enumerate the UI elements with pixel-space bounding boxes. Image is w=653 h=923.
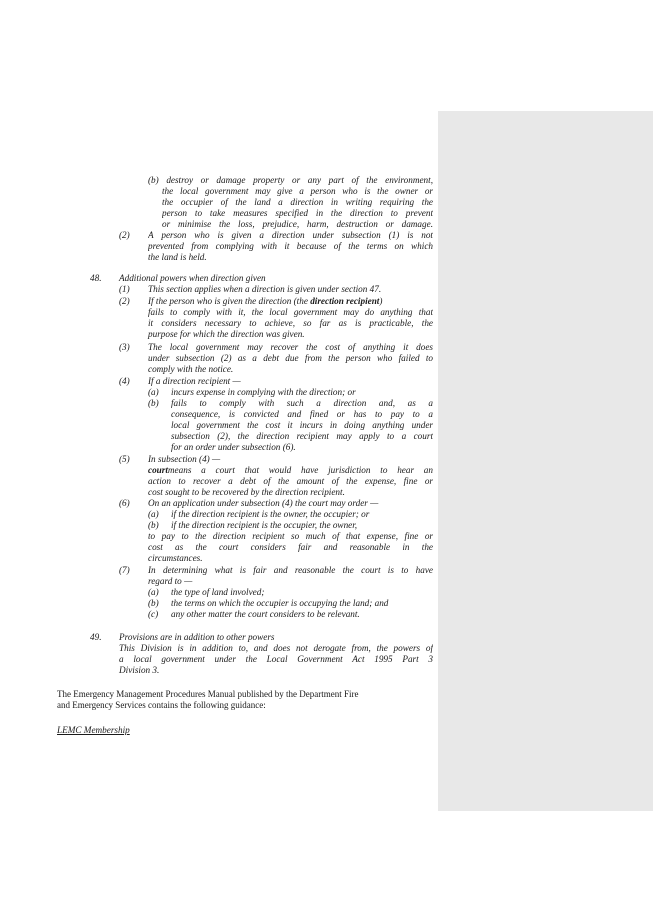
- s48-sub7-line-1: In determining what is fair and reasonable the court is to have: [148, 565, 433, 575]
- s48-sub6-line-3: circumstances.: [148, 553, 203, 563]
- s48-sub7-a-number: (a): [148, 587, 159, 597]
- s48-sub6-a-text: if the direction recipient is the owner, the occupier; or: [171, 509, 370, 519]
- s48-sub4-number: (4): [119, 376, 130, 386]
- s48-sub4-b-line-2: consequence, is convicted and fined or has to pay to a: [171, 409, 433, 419]
- s48-sub7-c-text: any other matter the court considers to be relevant.: [171, 609, 360, 619]
- s48-sub7-line-2: regard to —: [148, 576, 193, 586]
- s48-sub7-b-number: (b): [148, 598, 159, 608]
- s49-line-3: Division 3.: [119, 665, 160, 675]
- s48-sub4-b-line-1: fails to comply with such a direction and, as a: [171, 398, 433, 408]
- s48-number: 48.: [90, 273, 102, 283]
- s48-sub7-number: (7): [119, 565, 130, 575]
- s48-sub5-line-2: action to recover a debt of the amount of the expense, fine or: [148, 476, 433, 486]
- s48-heading: Additional powers when direction given: [119, 273, 266, 283]
- s48-sub7-c-number: (c): [148, 609, 159, 619]
- s47-b-line-2: the local government may give a person who is the owner or: [162, 186, 433, 196]
- s48-sub3-line-1: The local government may recover the cost of anything it does: [148, 342, 433, 352]
- s47-b-line-4: person to take measures specified in the direction to prevent: [162, 208, 433, 218]
- s48-sub5-definition: means a court that would have jurisdiction to hear an: [167, 465, 433, 475]
- s48-sub2-number: (2): [119, 296, 130, 306]
- s48-sub5-line-3: cost sought to be recovered by the direction recipient.: [148, 487, 345, 497]
- s48-sub2-text-after: ): [379, 296, 383, 306]
- s48-sub2-line-4: purpose for which the direction was given.: [148, 329, 305, 339]
- s48-sub5-line-1: [148, 465, 433, 476]
- s48-sub1-number: (1): [119, 284, 130, 294]
- s49-line-2: a local government under the Local Government Act 1995 Part 3: [119, 654, 433, 664]
- s49-line-1: This Division is in addition to, and does not derogate from, the powers of: [119, 643, 433, 653]
- body-paragraph-line-1: The Emergency Management Procedures Manual published by the Department Fire: [57, 689, 359, 699]
- s48-sub6-a-number: (a): [148, 509, 159, 519]
- s48-sub6-line-1: to pay to the direction recipient so much of that expense, fine or: [148, 531, 433, 541]
- s48-sub6-b-number: (b): [148, 520, 159, 530]
- s47-b-line-1: (b) destroy or damage property or any part of the environment,: [148, 175, 433, 185]
- s48-sub6-intro: On an application under subsection (4) the court may order —: [148, 498, 379, 508]
- s47-sub2-line-1: A person who is given a direction under subsection (1) is not: [148, 230, 433, 240]
- s48-sub6-b-text: if the direction recipient is the occupier, the owner,: [171, 520, 358, 530]
- s47-sub2-line-3: the land is held.: [148, 252, 207, 262]
- s48-sub2-text-before: If the person who is given the direction (the: [148, 296, 311, 306]
- s48-sub3-line-2: under subsection (2) as a debt due from the person who failed to: [148, 353, 433, 363]
- s48-sub5-number: (5): [119, 454, 130, 464]
- s48-sub1-text: This section applies when a direction is given under section 47.: [148, 284, 382, 294]
- s48-sub7-b-text: the terms on which the occupier is occupying the land; and: [171, 598, 389, 608]
- s49-number: 49.: [90, 632, 102, 642]
- s48-sub3-number: (3): [119, 342, 130, 352]
- s48-sub2-line-3: it considers necessary to achieve, so far as is practicable, the: [148, 318, 433, 328]
- lemc-membership-heading: LEMC Membership: [57, 725, 130, 735]
- s48-sub2-line-2: fails to comply with it, the local government may do anything that: [148, 307, 433, 317]
- s49-heading: Provisions are in addition to other powers: [119, 632, 275, 642]
- s48-sub7-a-text: the type of land involved;: [171, 587, 265, 597]
- s47-b-line-5: or minimise the loss, prejudice, harm, destruction or damage.: [162, 219, 433, 229]
- body-paragraph-line-2: and Emergency Services contains the following guidance:: [57, 700, 266, 710]
- s48-sub5-intro: In subsection (4) —: [148, 454, 221, 464]
- s48-sub4-a-text: incurs expense in complying with the direction; or: [171, 387, 356, 397]
- s47-sub2-number: (2): [119, 230, 130, 240]
- s48-sub6-line-2: cost as the court considers fair and reasonable in the: [148, 542, 433, 552]
- s48-sub4-b-line-4: subsection (2), the direction recipient may apply to a court: [171, 431, 433, 441]
- s47-b-line-3: the occupier of the land a direction in writing requiring the: [162, 197, 433, 207]
- s48-sub2-line-1: [148, 296, 382, 307]
- s48-sub4-b-number: (b): [148, 398, 159, 408]
- defined-term-direction-recipient: direction recipient: [310, 296, 380, 306]
- s47-sub2-line-2: prevented from complying with it because of the terms on which: [148, 241, 433, 251]
- defined-term-court: court: [148, 465, 168, 475]
- comment-margin-pane: [438, 111, 653, 811]
- s48-sub4-b-line-3: local government the cost it incurs in doing anything under: [171, 420, 433, 430]
- s48-sub4-a-number: (a): [148, 387, 159, 397]
- s48-sub4-intro: If a direction recipient —: [148, 376, 241, 386]
- s48-sub6-number: (6): [119, 498, 130, 508]
- s48-sub4-b-line-5: for an order under subsection (6).: [171, 442, 296, 452]
- s48-sub3-line-3: comply with the notice.: [148, 364, 234, 374]
